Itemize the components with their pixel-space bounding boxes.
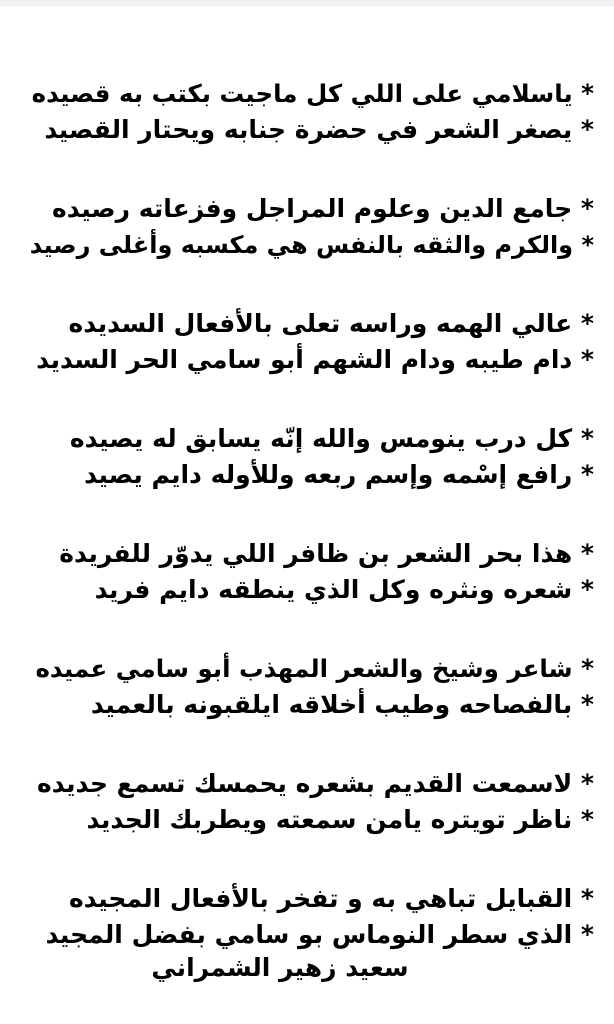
verse-line: * جامع الدين وعلوم المراجل وفزعاته رصيده	[52, 194, 594, 223]
verse-line: * الذي سطر النوماس بو سامي بفضل المجيد	[45, 920, 594, 949]
verse-line: * ناظر تويتره يامن سمعته ويطربك الجديد	[86, 805, 594, 834]
stanza-8	[28, 881, 594, 953]
verse-line: * شاعر وشيخ والشعر المهذب أبو سامي عميده	[35, 654, 594, 683]
stanza-6	[28, 651, 594, 723]
author-signature: سعيد زهير الشمراني	[151, 953, 409, 982]
verse-line: * دام طيبه ودام الشهم أبو سامي الحر السديد	[36, 345, 594, 374]
verse-line: * والكرم والثقه بالنفس هي مكسبه وأغلى رصيد	[29, 231, 594, 259]
verse-line: * ياسلامي على اللي كل ماجيت بكتب به قصيده	[31, 79, 594, 108]
stanza-1	[28, 76, 594, 148]
poem	[28, 76, 594, 996]
verse-line: * يصغر الشعر في حضرة جنابه ويحتار القصيد	[44, 115, 594, 144]
verse-line: * شعره ونثره وكل الذي ينطقه دايم فريد	[94, 575, 594, 604]
stanza-2	[28, 191, 594, 263]
verse-line: * هذا بحر الشعر بن ظافر اللي يدوّر للفريدة	[59, 539, 594, 568]
verse-line: * القبايل تباهي به و تفخر بالأفعال المجيده	[69, 884, 594, 913]
stanza-3	[28, 306, 594, 378]
stanza-5	[28, 536, 594, 608]
verse-line: * عالي الهمه وراسه تعلى بالأفعال السديده	[68, 309, 594, 338]
stanza-7	[28, 766, 594, 838]
verse-line: * لاسمعت القديم بشعره يحمسك تسمع جديده	[36, 769, 594, 798]
verse-line: * كل درب ينومس والله إنّه يسابق له يصيده	[69, 424, 594, 453]
stanza-4	[28, 421, 594, 493]
verse-line: * بالفصاحه وطيب أخلاقه ايلقبونه بالعميد	[90, 690, 594, 719]
verse-line: * رافع إسْمه وإسم ربعه وللأوله دايم يصيد	[84, 460, 594, 489]
top-strip	[0, 0, 614, 6]
